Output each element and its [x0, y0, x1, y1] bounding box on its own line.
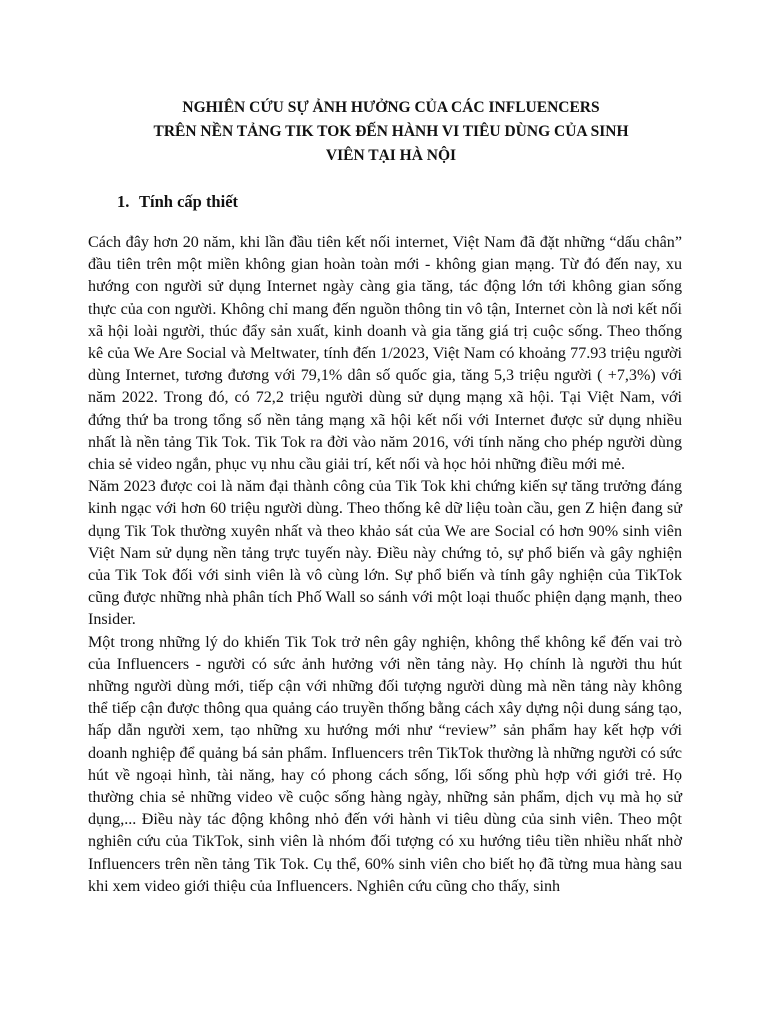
- paragraph-3: Một trong những lý do khiến Tik Tok trở nên gây nghiện, không thể không kể đến vai trò của Influencers - người có sức ảnh hưởng với nền tảng này. Họ chính là người thu hút những người dùng mới, tiếp cận với những đối tượng người dùng mà nền tảng này không thể tiếp cận được thông qua quảng cáo truyền thống bằng cách xây dựng nội dung sáng tạo, hấp dẫn người xem, tạo những xu hướng mới như “review” sản phẩm hay kết hợp với doanh nghiệp để quảng bá sản phẩm. Influencers trên TikTok thường là những người có sức hút về ngoại hình, tài năng, hay có phong cách sống, lối sống phù hợp với giới trẻ. Họ thường chia sẻ những video về cuộc sống hàng ngày, những sản phẩm, dịch vụ mà họ sử dụng,... Điều này tác động không nhỏ đến với hành vi tiêu dùng của sinh viên. Theo một nghiên cứu của TikTok, sinh viên là nhóm đối tượng có xu hướng tiêu tiền nhiều nhất nhờ Influencers trên nền tảng Tik Tok. Cụ thể, 60% sinh viên cho biết họ đã từng mua hàng sau khi xem video giới thiệu của Influencers. Nghiên cứu cũng cho thấy, sinh: [88, 633, 682, 895]
- document-body: [88, 232, 682, 898]
- title-line-2: TRÊN NỀN TẢNG TIK TOK ĐẾN HÀNH VI TIÊU DÙNG CỦA SINH: [153, 123, 629, 140]
- section-heading-text: Tính cấp thiết: [139, 192, 239, 211]
- title-line-3: VIÊN TẠI HÀ NỘI: [325, 147, 457, 164]
- section-heading: [117, 190, 238, 214]
- paragraph-1: Cách đây hơn 20 năm, khi lần đầu tiên kết nối internet, Việt Nam đã đặt những “dấu chân” đầu tiên trên một miền không gian hoàn toàn mới - không gian mạng. Từ đó đến nay, xu hướng con người sử dụng Internet ngày càng gia tăng, tác động lớn tới không gian sống thực của con người. Không chỉ mang đến nguồn thông tin vô tận, Internet còn là nơi kết nối xã hội loài người, thúc đẩy sản xuất, kinh doanh và gia tăng giá trị cuộc sống. Theo thống kê của We Are Social và Meltwater, tính đến 1/2023, Việt Nam có khoảng 77.93 triệu người dùng Internet, tương đương với 79,1% dân số quốc gia, tăng 5,3 triệu người ( +7,3%) với năm 2022. Trong đó, có 72,2 triệu người dùng sử dụng mạng xã hội. Tại Việt Nam, với đứng thứ ba trong tổng số nền tảng mạng xã hội kết nối với Internet được sử dụng nhiều nhất là nền tảng Tik Tok. Tik Tok ra đời vào năm 2016, với tính năng cho phép người dùng chia sẻ video ngắn, phục vụ nhu cầu giải trí, kết nối và học hỏi những điều mới mẻ.: [88, 234, 682, 474]
- document-title: [88, 96, 694, 168]
- title-line-1: NGHIÊN CỨU SỰ ẢNH HƯỞNG CỦA CÁC INFLUENCERS: [182, 99, 600, 116]
- paragraph-2: Năm 2023 được coi là năm đại thành công của Tik Tok khi chứng kiến sự tăng trưởng đáng kinh ngạc với hơn 60 triệu người dùng. Theo thống kê dữ liệu toàn cầu, gen Z hiện đang sử dụng Tik Tok thường xuyên nhất và theo khảo sát của We are Social có hơn 90% sinh viên Việt Nam sử dụng nền tảng trực tuyến này. Điều này chứng tỏ, sự phổ biến và gây nghiện của Tik Tok đối với sinh viên là vô cùng lớn. Sự phổ biến và tính gây nghiện của TikTok cũng được những nhà phân tích Phố Wall so sánh với một loại thuốc phiện dạng mạnh, theo Insider.: [88, 478, 682, 629]
- section-number: 1.: [117, 192, 130, 211]
